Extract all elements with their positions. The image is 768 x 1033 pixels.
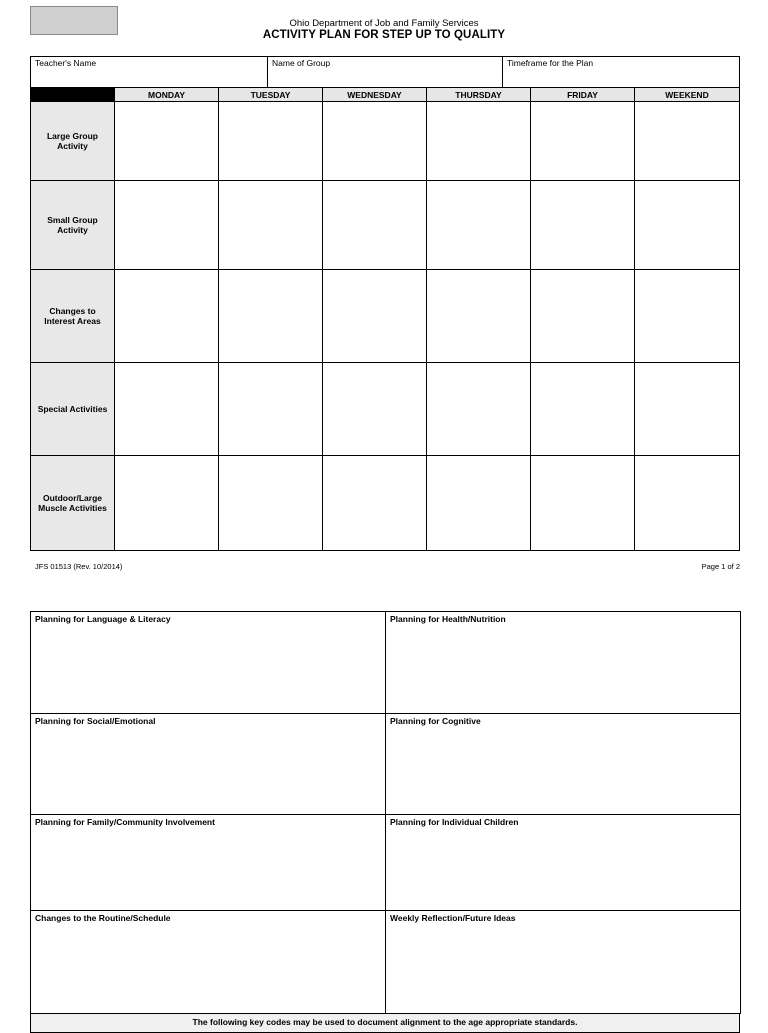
day-header: FRIDAY <box>531 88 635 102</box>
group-name-field[interactable] <box>268 57 503 87</box>
planning-label: Planning for Health/Nutrition <box>390 614 506 624</box>
grid-row <box>31 363 740 456</box>
form-id: JFS 01513 (Rev. 10/2014) <box>35 562 123 571</box>
grid-row <box>31 270 740 363</box>
page-number: Page 1 of 2 <box>701 562 740 571</box>
planning-label: Weekly Reflection/Future Ideas <box>390 913 516 923</box>
weekly-activity-grid <box>30 87 740 551</box>
plan-cell[interactable] <box>531 456 635 551</box>
plan-cell[interactable] <box>323 456 427 551</box>
plan-cell[interactable] <box>427 363 531 456</box>
day-header: WEDNESDAY <box>323 88 427 102</box>
day-header: TUESDAY <box>219 88 323 102</box>
row-label: Small Group Activity <box>31 181 115 270</box>
planning-box[interactable] <box>31 714 386 815</box>
row-label: Large Group Activity <box>31 102 115 181</box>
day-header: MONDAY <box>115 88 219 102</box>
plan-cell[interactable] <box>427 456 531 551</box>
grid-corner-cell <box>31 88 115 102</box>
plan-cell[interactable] <box>219 270 323 363</box>
plan-cell[interactable] <box>427 270 531 363</box>
grid-row <box>31 181 740 270</box>
plan-cell[interactable] <box>219 102 323 181</box>
day-header: WEEKEND <box>635 88 740 102</box>
timeframe-field[interactable] <box>503 57 739 87</box>
planning-box[interactable] <box>386 911 741 1014</box>
plan-cell[interactable] <box>427 181 531 270</box>
planning-label: Planning for Language & Literacy <box>35 614 171 624</box>
planning-label: Planning for Social/Emotional <box>35 716 156 726</box>
plan-cell[interactable] <box>115 270 219 363</box>
plan-cell[interactable] <box>531 102 635 181</box>
plan-cell[interactable] <box>531 270 635 363</box>
plan-cell[interactable] <box>635 181 740 270</box>
planning-box[interactable] <box>31 815 386 911</box>
plan-cell[interactable] <box>219 181 323 270</box>
planning-row <box>31 714 741 815</box>
planning-row <box>31 815 741 911</box>
plan-cell[interactable] <box>635 456 740 551</box>
grid-row <box>31 456 740 551</box>
plan-cell[interactable] <box>531 363 635 456</box>
teacher-name-field[interactable] <box>31 57 268 87</box>
planning-row <box>31 911 741 1014</box>
plan-cell[interactable] <box>323 363 427 456</box>
key-codes-note: The following key codes may be used to document alignment to the age appropriate standards. <box>30 1013 740 1033</box>
planning-box[interactable] <box>386 815 741 911</box>
plan-cell[interactable] <box>635 102 740 181</box>
plan-cell[interactable] <box>427 102 531 181</box>
form-title: ACTIVITY PLAN FOR STEP UP TO QUALITY <box>262 29 506 41</box>
plan-cell[interactable] <box>219 363 323 456</box>
plan-cell[interactable] <box>323 102 427 181</box>
planning-box[interactable] <box>386 612 741 714</box>
agency-name: Ohio Department of Job and Family Services <box>289 18 479 29</box>
plan-cell[interactable] <box>635 363 740 456</box>
info-row <box>30 56 740 88</box>
planning-label: Planning for Individual Children <box>390 817 519 827</box>
grid-row <box>31 102 740 181</box>
planning-label: Planning for Cognitive <box>390 716 481 726</box>
teacher-name-label: Teacher's Name <box>35 58 97 68</box>
plan-cell[interactable] <box>115 363 219 456</box>
grid-header-row <box>31 88 740 102</box>
row-label: Special Activities <box>31 363 115 456</box>
plan-cell[interactable] <box>115 456 219 551</box>
planning-box[interactable] <box>31 612 386 714</box>
row-label: Outdoor/Large Muscle Activities <box>31 456 115 551</box>
row-label: Changes to Interest Areas <box>31 270 115 363</box>
plan-cell[interactable] <box>323 270 427 363</box>
plan-cell[interactable] <box>219 456 323 551</box>
day-header: THURSDAY <box>427 88 531 102</box>
plan-cell[interactable] <box>115 181 219 270</box>
plan-cell[interactable] <box>115 102 219 181</box>
planning-label: Planning for Family/Community Involvement <box>35 817 215 827</box>
plan-cell[interactable] <box>635 270 740 363</box>
planning-table <box>30 611 741 1014</box>
planning-label: Changes to the Routine/Schedule <box>35 913 171 923</box>
planning-row <box>31 612 741 714</box>
timeframe-label: Timeframe for the Plan <box>507 58 594 68</box>
group-name-label: Name of Group <box>272 58 331 68</box>
plan-cell[interactable] <box>323 181 427 270</box>
plan-cell[interactable] <box>531 181 635 270</box>
planning-box[interactable] <box>31 911 386 1014</box>
planning-box[interactable] <box>386 714 741 815</box>
